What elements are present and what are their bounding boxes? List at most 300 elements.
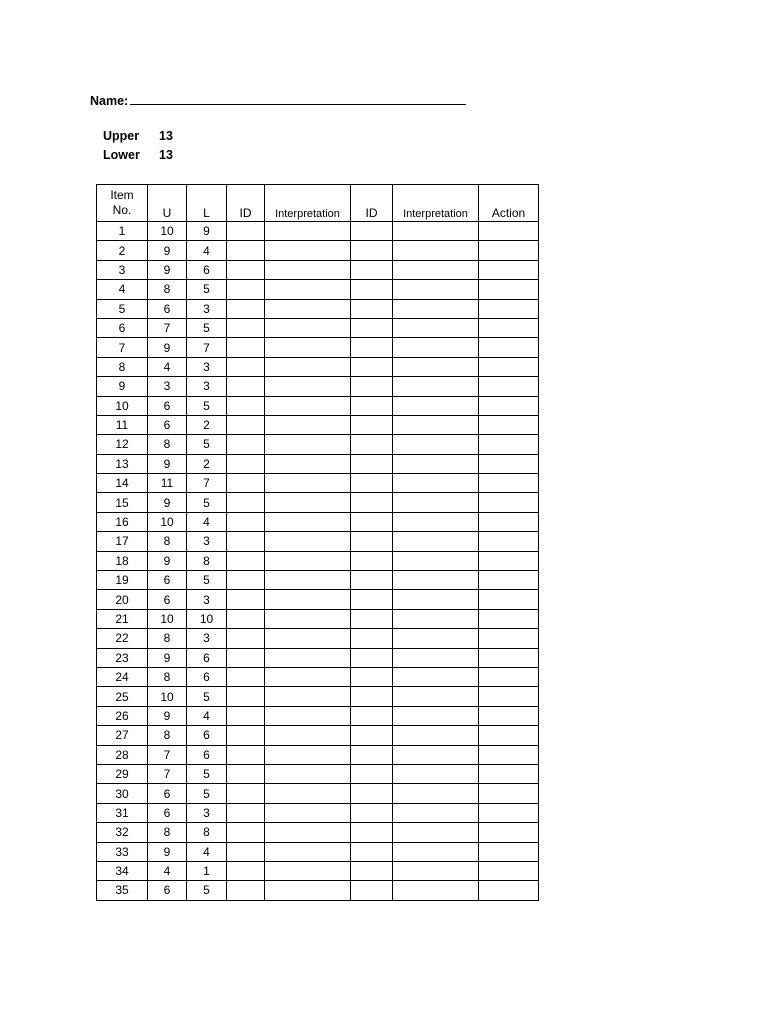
u-cell: 8 [148,435,187,454]
action-cell[interactable] [479,377,539,396]
interpretation-cell-2[interactable] [393,590,479,609]
l-cell: 6 [187,726,227,745]
l-cell: 3 [187,803,227,822]
id-cell[interactable] [227,881,265,900]
u-cell: 6 [148,590,187,609]
l-cell: 1 [187,861,227,880]
table-row [97,881,539,900]
id-cell[interactable] [227,726,265,745]
u-cell: 6 [148,396,187,415]
id-cell[interactable] [227,629,265,648]
interpretation-cell-2[interactable] [393,280,479,299]
id-cell[interactable] [227,687,265,706]
l-cell: 3 [187,532,227,551]
interpretation-cell[interactable] [265,648,351,667]
id-cell[interactable] [227,803,265,822]
id-cell-2[interactable] [351,512,393,531]
item-no-cell: 17 [97,532,148,551]
l-cell: 5 [187,396,227,415]
id-cell[interactable] [227,260,265,279]
id-cell-2[interactable] [351,784,393,803]
interpretation-cell[interactable] [265,571,351,590]
u-cell: 11 [148,474,187,493]
u-cell: 6 [148,881,187,900]
header-item-no [97,185,148,222]
table-row [97,280,539,299]
table-row [97,861,539,880]
interpretation-cell-2[interactable] [393,454,479,473]
l-cell: 6 [187,745,227,764]
action-cell[interactable] [479,260,539,279]
action-cell[interactable] [479,532,539,551]
action-cell[interactable] [479,299,539,318]
item-no-cell: 35 [97,881,148,900]
id-cell[interactable] [227,706,265,725]
interpretation-cell-2[interactable] [393,299,479,318]
interpretation-cell-2[interactable] [393,667,479,686]
interpretation-cell[interactable] [265,280,351,299]
interpretation-cell[interactable] [265,784,351,803]
upper-group-row [103,129,173,143]
l-cell: 5 [187,881,227,900]
item-no-cell: 10 [97,396,148,415]
id-cell[interactable] [227,318,265,337]
interpretation-cell[interactable] [265,609,351,628]
action-cell[interactable] [479,415,539,434]
action-cell[interactable] [479,396,539,415]
action-cell[interactable] [479,629,539,648]
u-cell: 8 [148,629,187,648]
upper-value: 13 [159,129,173,143]
id-cell-2[interactable] [351,745,393,764]
id-cell[interactable] [227,842,265,861]
interpretation-cell[interactable] [265,706,351,725]
id-cell[interactable] [227,338,265,357]
id-cell-2[interactable] [351,764,393,783]
id-cell[interactable] [227,415,265,434]
id-cell[interactable] [227,590,265,609]
id-cell-2[interactable] [351,260,393,279]
header-id-1: ID [227,185,265,222]
u-cell: 6 [148,415,187,434]
upper-label: Upper [103,129,140,143]
id-cell-2[interactable] [351,435,393,454]
interpretation-cell-2[interactable] [393,474,479,493]
table-row [97,571,539,590]
interpretation-cell-2[interactable] [393,435,479,454]
l-cell: 6 [187,260,227,279]
id-cell[interactable] [227,532,265,551]
id-cell-2[interactable] [351,338,393,357]
l-cell: 3 [187,629,227,648]
id-cell[interactable] [227,609,265,628]
u-cell: 8 [148,726,187,745]
u-cell: 10 [148,609,187,628]
interpretation-cell-2[interactable] [393,803,479,822]
action-cell[interactable] [479,454,539,473]
interpretation-cell-2[interactable] [393,861,479,880]
id-cell-2[interactable] [351,726,393,745]
id-cell-2[interactable] [351,629,393,648]
id-cell-2[interactable] [351,299,393,318]
item-no-cell: 28 [97,745,148,764]
id-cell[interactable] [227,861,265,880]
id-cell-2[interactable] [351,609,393,628]
id-cell[interactable] [227,667,265,686]
interpretation-cell-2[interactable] [393,377,479,396]
interpretation-cell-2[interactable] [393,648,479,667]
interpretation-cell[interactable] [265,318,351,337]
id-cell[interactable] [227,299,265,318]
l-cell: 3 [187,299,227,318]
header-item-line2: No. [112,203,132,217]
interpretation-cell-2[interactable] [393,881,479,900]
id-cell-2[interactable] [351,706,393,725]
table-row [97,396,539,415]
l-cell: 2 [187,454,227,473]
interpretation-cell[interactable] [265,687,351,706]
item-no-cell: 31 [97,803,148,822]
action-cell[interactable] [479,823,539,842]
interpretation-cell-2[interactable] [393,551,479,570]
l-cell: 10 [187,609,227,628]
l-cell: 6 [187,648,227,667]
id-cell-2[interactable] [351,222,393,241]
id-cell[interactable] [227,357,265,376]
table-row [97,454,539,473]
id-cell-2[interactable] [351,318,393,337]
id-cell-2[interactable] [351,415,393,434]
table-row [97,222,539,241]
interpretation-cell-2[interactable] [393,241,479,260]
id-cell-2[interactable] [351,803,393,822]
l-cell: 5 [187,764,227,783]
action-cell[interactable] [479,784,539,803]
id-cell-2[interactable] [351,357,393,376]
id-cell[interactable] [227,784,265,803]
l-cell: 5 [187,280,227,299]
lower-label: Lower [103,148,140,162]
table-row [97,299,539,318]
action-cell[interactable] [479,357,539,376]
action-cell[interactable] [479,803,539,822]
id-cell-2[interactable] [351,590,393,609]
item-no-cell: 29 [97,764,148,783]
l-cell: 5 [187,571,227,590]
id-cell-2[interactable] [351,377,393,396]
item-no-cell: 2 [97,241,148,260]
id-cell-2[interactable] [351,881,393,900]
item-analysis-table [96,184,539,901]
l-cell: 5 [187,784,227,803]
interpretation-cell[interactable] [265,532,351,551]
interpretation-cell-2[interactable] [393,396,479,415]
action-cell[interactable] [479,609,539,628]
item-no-cell: 32 [97,823,148,842]
u-cell: 9 [148,493,187,512]
id-cell-2[interactable] [351,667,393,686]
id-cell-2[interactable] [351,551,393,570]
interpretation-cell[interactable] [265,396,351,415]
u-cell: 7 [148,318,187,337]
id-cell[interactable] [227,396,265,415]
interpretation-cell-2[interactable] [393,629,479,648]
id-cell-2[interactable] [351,241,393,260]
interpretation-cell-2[interactable] [393,842,479,861]
interpretation-cell-2[interactable] [393,706,479,725]
action-cell[interactable] [479,861,539,880]
item-no-cell: 8 [97,357,148,376]
id-cell-2[interactable] [351,396,393,415]
table-row [97,745,539,764]
id-cell-2[interactable] [351,687,393,706]
action-cell[interactable] [479,241,539,260]
interpretation-cell-2[interactable] [393,357,479,376]
interpretation-cell-2[interactable] [393,726,479,745]
table-row [97,687,539,706]
u-cell: 8 [148,667,187,686]
table-row [97,338,539,357]
header-l: L [187,185,227,222]
l-cell: 4 [187,842,227,861]
interpretation-cell[interactable] [265,474,351,493]
u-cell: 6 [148,803,187,822]
interpretation-cell[interactable] [265,803,351,822]
action-cell[interactable] [479,706,539,725]
action-cell[interactable] [479,881,539,900]
interpretation-cell[interactable] [265,222,351,241]
interpretation-cell[interactable] [265,357,351,376]
action-cell[interactable] [479,474,539,493]
l-cell: 4 [187,241,227,260]
u-cell: 10 [148,512,187,531]
action-cell[interactable] [479,280,539,299]
item-no-cell: 13 [97,454,148,473]
l-cell: 7 [187,338,227,357]
u-cell: 9 [148,706,187,725]
id-cell-2[interactable] [351,493,393,512]
lower-value: 13 [159,148,173,162]
header-row [97,185,539,222]
id-cell-2[interactable] [351,648,393,667]
interpretation-cell[interactable] [265,299,351,318]
interpretation-cell-2[interactable] [393,784,479,803]
l-cell: 3 [187,590,227,609]
l-cell: 7 [187,474,227,493]
interpretation-cell-2[interactable] [393,764,479,783]
action-cell[interactable] [479,590,539,609]
l-cell: 3 [187,357,227,376]
interpretation-cell[interactable] [265,435,351,454]
action-cell[interactable] [479,551,539,570]
name-blank-line[interactable] [130,93,466,105]
interpretation-cell[interactable] [265,881,351,900]
interpretation-cell-2[interactable] [393,687,479,706]
interpretation-cell-2[interactable] [393,571,479,590]
table-row [97,803,539,822]
id-cell[interactable] [227,823,265,842]
interpretation-cell[interactable] [265,764,351,783]
header-action: Action [479,185,539,222]
id-cell[interactable] [227,377,265,396]
interpretation-cell[interactable] [265,338,351,357]
item-no-cell: 26 [97,706,148,725]
u-cell: 7 [148,764,187,783]
table-row [97,842,539,861]
id-cell-2[interactable] [351,861,393,880]
action-cell[interactable] [479,338,539,357]
u-cell: 9 [148,648,187,667]
u-cell: 3 [148,377,187,396]
id-cell-2[interactable] [351,823,393,842]
action-cell[interactable] [479,687,539,706]
id-cell-2[interactable] [351,454,393,473]
item-no-cell: 19 [97,571,148,590]
interpretation-cell[interactable] [265,590,351,609]
action-cell[interactable] [479,667,539,686]
u-cell: 4 [148,861,187,880]
u-cell: 10 [148,687,187,706]
action-cell[interactable] [479,764,539,783]
interpretation-cell-2[interactable] [393,415,479,434]
item-no-cell: 5 [97,299,148,318]
interpretation-cell-2[interactable] [393,609,479,628]
interpretation-cell-2[interactable] [393,493,479,512]
interpretation-cell-2[interactable] [393,823,479,842]
l-cell: 4 [187,512,227,531]
interpretation-cell-2[interactable] [393,745,479,764]
interpretation-cell[interactable] [265,493,351,512]
table-row [97,435,539,454]
l-cell: 5 [187,493,227,512]
interpretation-cell[interactable] [265,629,351,648]
id-cell[interactable] [227,745,265,764]
interpretation-cell[interactable] [265,260,351,279]
l-cell: 4 [187,706,227,725]
id-cell[interactable] [227,222,265,241]
interpretation-cell[interactable] [265,823,351,842]
interpretation-cell-2[interactable] [393,260,479,279]
table-row [97,823,539,842]
interpretation-cell-2[interactable] [393,222,479,241]
interpretation-cell[interactable] [265,241,351,260]
action-cell[interactable] [479,493,539,512]
interpretation-cell[interactable] [265,726,351,745]
id-cell-2[interactable] [351,842,393,861]
item-no-cell: 20 [97,590,148,609]
action-cell[interactable] [479,435,539,454]
item-no-cell: 16 [97,512,148,531]
id-cell-2[interactable] [351,474,393,493]
id-cell[interactable] [227,571,265,590]
interpretation-cell-2[interactable] [393,532,479,551]
item-no-cell: 9 [97,377,148,396]
u-cell: 6 [148,299,187,318]
action-cell[interactable] [479,512,539,531]
item-no-cell: 25 [97,687,148,706]
id-cell[interactable] [227,512,265,531]
u-cell: 10 [148,222,187,241]
interpretation-cell[interactable] [265,454,351,473]
table-row [97,648,539,667]
table-row [97,318,539,337]
action-cell[interactable] [479,648,539,667]
interpretation-cell[interactable] [265,745,351,764]
header-interpretation-2: Interpretation [393,185,479,222]
item-no-cell: 22 [97,629,148,648]
u-cell: 9 [148,551,187,570]
interpretation-cell[interactable] [265,415,351,434]
interpretation-cell[interactable] [265,512,351,531]
u-cell: 8 [148,532,187,551]
id-cell[interactable] [227,764,265,783]
item-no-cell: 14 [97,474,148,493]
table-row [97,764,539,783]
action-cell[interactable] [479,726,539,745]
id-cell[interactable] [227,474,265,493]
header-interpretation-1: Interpretation [265,185,351,222]
table-row [97,629,539,648]
id-cell[interactable] [227,551,265,570]
header-item-line1: Item [110,188,134,202]
u-cell: 6 [148,571,187,590]
l-cell: 5 [187,318,227,337]
interpretation-cell[interactable] [265,667,351,686]
action-cell[interactable] [479,571,539,590]
item-no-cell: 15 [97,493,148,512]
id-cell[interactable] [227,280,265,299]
table-row [97,415,539,434]
u-cell: 9 [148,842,187,861]
interpretation-cell[interactable] [265,551,351,570]
interpretation-cell[interactable] [265,842,351,861]
l-cell: 5 [187,435,227,454]
interpretation-cell-2[interactable] [393,512,479,531]
id-cell[interactable] [227,435,265,454]
id-cell[interactable] [227,648,265,667]
item-no-cell: 23 [97,648,148,667]
header-u: U [148,185,187,222]
action-cell[interactable] [479,745,539,764]
table-row [97,474,539,493]
table-row [97,706,539,725]
table-row [97,551,539,570]
table-row [97,377,539,396]
lower-group-row [103,148,173,162]
table-row [97,241,539,260]
item-no-cell: 21 [97,609,148,628]
name-field-row [90,93,466,108]
table-row [97,512,539,531]
id-cell-2[interactable] [351,280,393,299]
id-cell-2[interactable] [351,532,393,551]
action-cell[interactable] [479,318,539,337]
l-cell: 5 [187,687,227,706]
action-cell[interactable] [479,222,539,241]
id-cell-2[interactable] [351,571,393,590]
id-cell[interactable] [227,241,265,260]
id-cell[interactable] [227,454,265,473]
table-row [97,667,539,686]
id-cell[interactable] [227,493,265,512]
interpretation-cell[interactable] [265,861,351,880]
u-cell: 9 [148,454,187,473]
interpretation-cell[interactable] [265,377,351,396]
interpretation-cell-2[interactable] [393,338,479,357]
interpretation-cell-2[interactable] [393,318,479,337]
u-cell: 6 [148,784,187,803]
action-cell[interactable] [479,842,539,861]
